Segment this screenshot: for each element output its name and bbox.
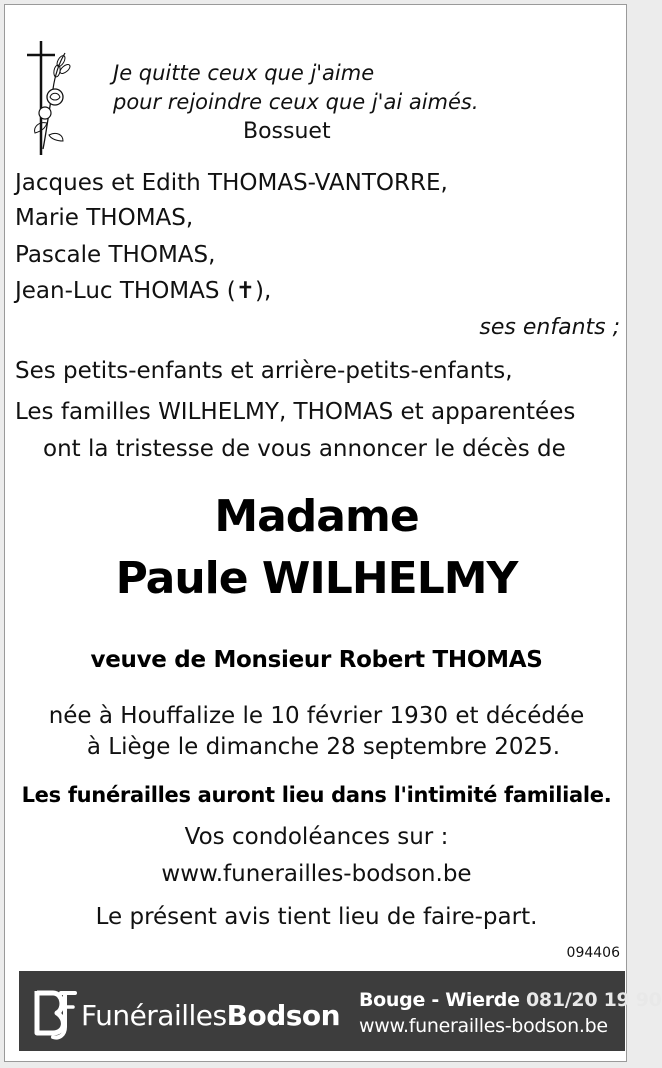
cross-with-rose-icon (19, 39, 73, 157)
death-notice-card (4, 4, 662, 1062)
birth-info: née à Houffalize le 10 février 1930 et décédée (48, 703, 585, 729)
quote-line-1: Je quitte ceux que j'aime (113, 61, 375, 85)
family-line-6: Les familles WILHELMY, THOMAS et apparentées (15, 399, 576, 425)
deceased-title: Madame (214, 491, 419, 542)
faire-part-note: Le présent avis tient lieu de faire-part. (95, 904, 538, 930)
family-line-3: Pascale THOMAS, (15, 242, 216, 268)
condolences-label: Vos condoléances sur : (184, 824, 449, 850)
footer-banner (19, 971, 662, 1051)
announcement-text: ont la tristesse de vous annoncer le décès de (43, 436, 566, 462)
notice-id: 094406 (566, 945, 620, 961)
family-line-4: Jean-Luc THOMAS (✝), (15, 278, 272, 304)
quote-author: Bossuet (243, 119, 331, 144)
brand-part-2: Bodson (226, 999, 341, 1032)
deceased-name: Paule WILHELMY (115, 553, 518, 604)
footer-contact-line (359, 989, 662, 1011)
funeral-note: Les funérailles auront lieu dans l'intimité familiale. (21, 783, 612, 807)
footer-url[interactable]: www.funerailles-bodson.be (359, 1015, 608, 1037)
bf-monogram-logo (31, 983, 79, 1041)
family-line-2: Marie THOMAS, (15, 205, 194, 231)
footer-phone[interactable]: 081/20 19 90 (526, 989, 662, 1011)
brand-part-1: Funérailles (81, 999, 227, 1032)
quote-line-2: pour rejoindre ceux que j'ai aimés. (113, 90, 479, 114)
footer-locations: Bouge - Wierde (359, 989, 520, 1011)
family-relation: ses enfants ; (479, 315, 620, 340)
death-info: à Liège le dimanche 28 septembre 2025. (86, 734, 561, 760)
family-line-5: Ses petits-enfants et arrière-petits-enfants, (15, 358, 513, 384)
deceased-spouse: veuve de Monsieur Robert THOMAS (90, 647, 543, 673)
brand-name (81, 999, 340, 1032)
condolences-url[interactable]: www.funerailles-bodson.be (161, 861, 472, 887)
family-line-1: Jacques et Edith THOMAS-VANTORRE, (15, 170, 448, 196)
